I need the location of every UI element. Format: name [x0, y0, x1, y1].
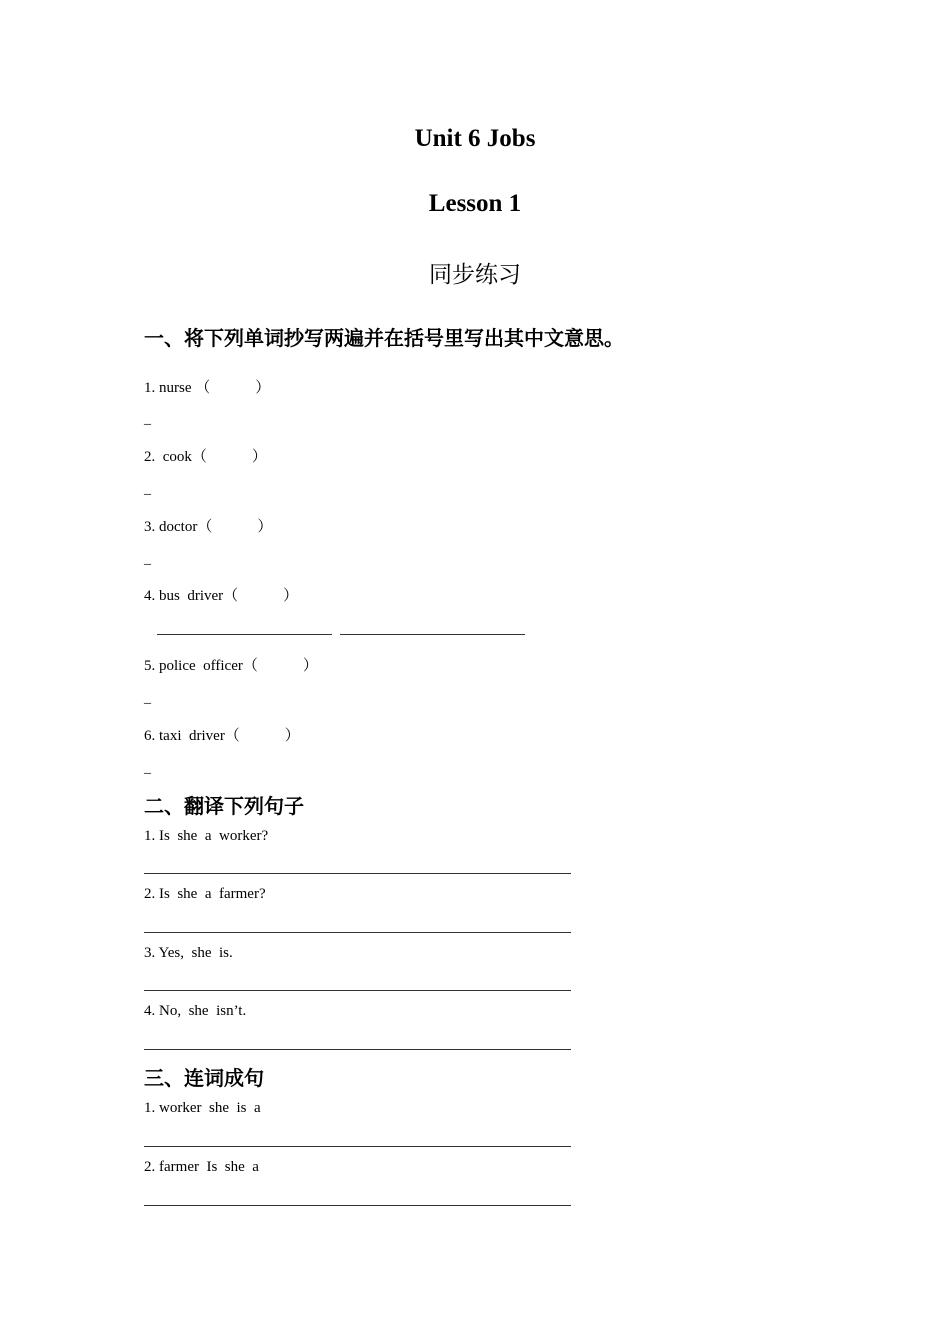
- page-title: Unit 6 Jobs: [414, 125, 536, 152]
- section-1-heading: 一、将下列单词抄写两遍并在括号里写出其中文意思。: [144, 326, 624, 350]
- exercise-subtitle: 同步练习: [429, 262, 521, 288]
- answer-line[interactable]: [340, 634, 525, 635]
- answer-line[interactable]: [144, 990, 571, 991]
- answer-line[interactable]: [157, 634, 332, 635]
- section-2-heading: 二、翻译下列句子: [144, 794, 304, 818]
- reorder-item: 1. worker she is a: [144, 1100, 261, 1116]
- answer-line[interactable]: [144, 873, 571, 874]
- translate-item: 3. Yes, she is.: [144, 945, 233, 961]
- answer-dash: _: [144, 482, 151, 497]
- answer-line[interactable]: [144, 1146, 571, 1147]
- answer-dash: _: [144, 691, 151, 706]
- answer-line[interactable]: [144, 932, 571, 933]
- word-item-taxi-driver: 6. taxi driver（ ）: [144, 728, 300, 744]
- translate-item: 1. Is she a worker?: [144, 828, 269, 844]
- answer-dash: _: [144, 761, 151, 776]
- answer-line[interactable]: [144, 1205, 571, 1206]
- answer-line[interactable]: [144, 1049, 571, 1050]
- word-item-doctor: 3. doctor（ ）: [144, 519, 273, 535]
- word-item-cook: 2. cook（ ）: [144, 449, 267, 465]
- translate-item: 4. No, she isn’t.: [144, 1003, 247, 1019]
- word-item-nurse: 1. nurse （ ）: [144, 380, 271, 396]
- lesson-title: Lesson 1: [428, 190, 522, 217]
- word-item-police-officer: 5. police officer（ ）: [144, 658, 318, 674]
- answer-dash: _: [144, 412, 151, 427]
- section-3-heading: 三、连词成句: [144, 1066, 264, 1090]
- translate-item: 2. Is she a farmer?: [144, 886, 266, 902]
- word-item-bus-driver: 4. bus driver（ ）: [144, 588, 299, 604]
- answer-dash: _: [144, 552, 151, 567]
- reorder-item: 2. farmer Is she a: [144, 1159, 259, 1175]
